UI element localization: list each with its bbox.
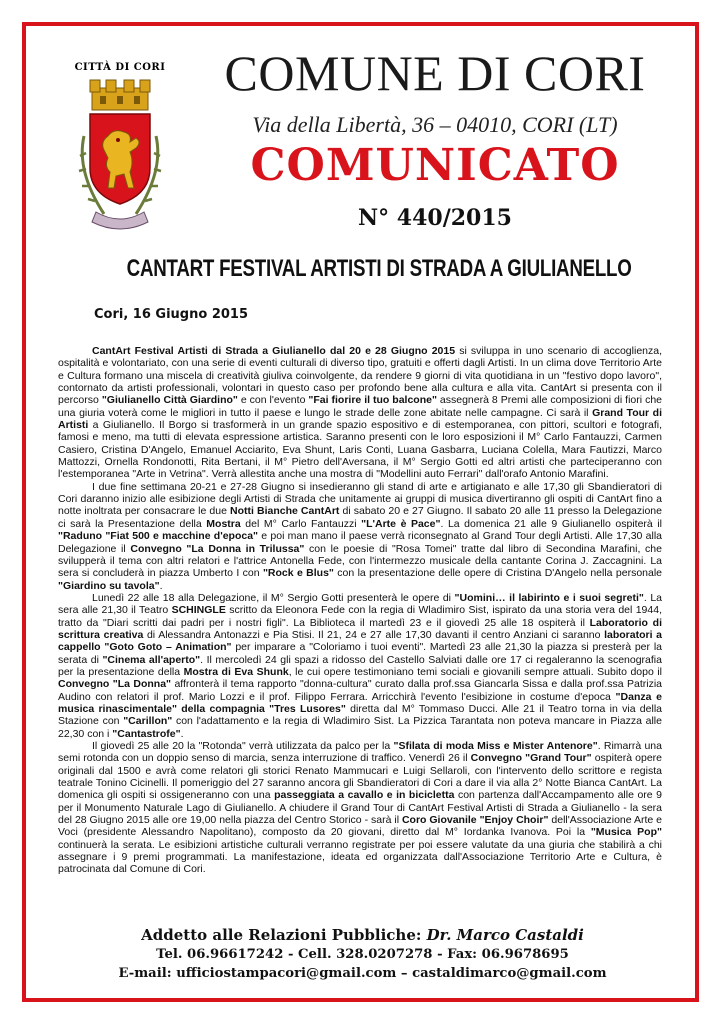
bold-text: "Cinema all'aperto": [102, 653, 201, 666]
crest-icon: [70, 76, 170, 236]
bold-text: "Fai fiorire il tuo balcone": [308, 394, 437, 407]
contact-footer: [40, 925, 685, 983]
bold-text: "Raduno "Fiat 500 e macchine d'epoca": [58, 530, 259, 543]
date: Cori, 16 Giugno 2015: [94, 307, 249, 322]
bold-text: "Musica Pop": [590, 826, 662, 839]
contact-role-line: [40, 925, 685, 945]
headline: CANTART FESTIVAL ARTISTI DI STRADA A GIULIANELLO: [126, 255, 632, 282]
paragraph: I due fine settimana 20-21 e 27-28 Giugno si insedieranno gli stand di arte e artigianato e alle 17,30 gli Sbandieratori di Cori daranno inizio alle esibizione degli Artisti di Strada che unitamente ai gruppi di musica divertiranno gli ospiti di CantArt fino a notte inoltrata per consacrare le due Notti Bianche CantArt di sabato 20 e 27 Giugno. Il sabato 20 alle 11 presso la Delegazione ci sarà la Presentazione della Mostra del M° Carlo Fantauzzi "L'Arte è Pace". La domenica 21 alle 9 Giulianello ospiterà il "Raduno "Fiat 500 e macchine d'epoca" e poi man mano il paese verrà riconsegnato al Grand Tour degli Artisti. Alle 17,30 alla Delegazione il Convegno "La Donna in Trilussa" con le poesie di "Rosa Tomei" tratte dal libro di Secondina Marafini, che svilupperà il tema con altri relatori e l'attrice Antonella Fede, con l'intermezzo musicale della cantante Corina J. Zaccagnini. La sera si concluderà in piazza Umberto I con "Rock e Blus" con la presentazione delle opere di Cristina D'Angelo nella personale "Giardino su tavola".: [58, 480, 663, 592]
bold-text: "Giardino su tavola": [58, 579, 160, 592]
bold-text: Mostra di Eva Shunk: [183, 665, 289, 678]
bold-text: Convegno "La Donna in Trilussa": [130, 542, 305, 555]
bold-text: "L'Arte è Pace": [361, 517, 441, 530]
bold-text: Laboratorio di scrittura creativa: [58, 616, 662, 641]
bold-text: passeggiata a cavallo e in bicicletta: [274, 789, 455, 802]
page-title: COMUNE DI CORI: [224, 45, 646, 101]
bold-text: Grand Tour di Artisti: [58, 406, 662, 432]
paragraph: CantArt Festival Artisti di Strada a Giulianello dal 20 e 28 Giugno 2015 si sviluppa in uno scenario di accoglienza, ospitalità e volontariato, con una serie di eventi culturali di diverso tipo, gratuiti e offerti dagli Artisti. In un clima dove Territorio Arte e Cultura formano una miscela di creatività giuliva coinvolgente, da rendere 9 giorni di vita quotidiana in un "festivo dopo lavoro", contornato da artisti professionali, volontari in questo caso per profondo bene alla cultura e alla vita. CantArt si presenta con il percorso "Giulianello Città Giardino" e con l'evento "Fai fiorire il tuo balcone" assegnerà 8 Premi alle composizioni di fiori che una giuria voterà come le migliori in tutto il paese e lungo le strade delle zone abitate nelle campagne. Ci sarà il Grand Tour di Artisti a Giulianello. Il Borgo si trasformerà in un grande spazio espositivo e di estemporanea, con pittori, scultori e fotografi, famosi e meno, ma tutti di elevata espressione artistica. Saranno presenti con le loro esposizioni il M° Carlo Fantauzzi, Carmen Casiero, Cristina D'Angelo, Emanuel Acciarito, Eva Shunt, Laris Conti, Luana Gasbarra, Luciana Colella, Mara Fautizzi, Marco Mattozzi, Ornella Rondonotti, Rita Bertani, il M° Pietro dell'Aversana, il M° Sergio Gotti ed altri artisti che parteciperanno con l'estemporanea "Arte in Vetrina". Verrà allestita anche una mostra di "Modellini auto Ferrari" dall'orafo Antonio Marafini.: [58, 345, 663, 481]
bold-text: Mostra: [206, 517, 241, 530]
document-type: COMUNICATO: [250, 140, 620, 191]
bold-text: laboratori a cappello "Goto Goto – Animation": [58, 628, 662, 654]
contact-name: Dr. Marco Castaldi: [426, 926, 584, 944]
article-body: [58, 345, 662, 876]
crest-label: CITTÀ DI CORI: [74, 62, 166, 73]
bold-text: "Rock e Blus": [262, 567, 334, 580]
bold-text: Notti Bianche CantArt: [230, 505, 340, 518]
bold-text: "Danza e musica rinascimentale" della compagnia "Tres Lusores": [58, 690, 662, 715]
paragraph: Il giovedì 25 alle 20 la "Rotonda" verrà utilizzata da palco per la "Sfilata di moda Miss e Mister Antenore". Rimarrà una semi rotonda con un doppio senso di marcia, senza interruzione di traffico. Venerdì 26 il Convegno "Grand Tour" ospiterà opere originali dal 1500 e avrà come relatori gli storici Renato Mammucari e Luigi Sellaroli, con l'intervento dello scrittore e regista teatrale Tonino Cicinelli. Il pomeriggio del 27 saranno ancora gli Sbandieratori di Cori a dare il via alla 2° Notte Bianca CantArt. La domenica gli ospiti si ossigeneranno con una passeggiata a cavallo e in bicicletta con partenza dall'Accampamento alle ore 9 per il Monumento Naturale Lago di Giulianello. A chiudere il Grand Tour di CantArt Festival Artisti di Strada a Giulianello - la sera del 28 Giugno 2015 alle ore 19,00 nella piazza del Centro Storico - sarà il Coro Giovanile "Enjoy Choir" dell'Associazione Arte e Voci (presidente Alessandro Napolitano), composto da 20 giovani, diretto dal M° Iordanka Ivanova. Poi la "Musica Pop" continuerà la serata. Le esibizioni artistiche culturali verranno registrate per poi essere valutate da una giuria che stabilirà a chi assegnare i 9 premi programmati. La manifestazione, ideata ed organizzata dall'Associazione Territorio Arte e Cultura, è patrocinata dal Comune di Cori.: [58, 740, 662, 876]
bold-text: SCHINGLE: [171, 604, 226, 617]
contact-phones: Tel. 06.96617242 - Cell. 328.0207278 - Fax: 06.9678695: [156, 947, 569, 962]
bold-text: "Carillon": [123, 715, 173, 728]
address: Via della Libertà, 36 – 04010, CORI (LT): [252, 112, 618, 137]
bold-text: Convegno "Grand Tour": [470, 752, 592, 765]
contact-email: E-mail: ufficiostampacori@gmail.com – castaldimarco@gmail.com: [118, 966, 607, 981]
paragraph: Lunedì 22 alle 18 alla Delegazione, il M° Sergio Gotti presenterà le opere di "Uomini… il labirinto e i suoi segreti". La sera alle 21,30 il Teatro SCHINGLE scritto da Eleonora Fede con la regia di Wladimiro Sist, ispirato da una storia vera del 1944, tratto da "Diari scritti dai padri per i nostri figli". La Biblioteca il martedì 23 e il giovedì 25 alle 18 ospiterà il Laboratorio di scrittura creativa di Alessandra Antonazzi e Pia Stisi. Il 21, 24 e 27 alle 17,30 davanti il centro Anziani ci saranno laboratori a cappello "Goto Goto – Animation" per imparare a "Coloriamo i tuoi eventi". Martedì 23 alle 21,30 la piazza si presterà per la serata di "Cinema all'aperto". Il mercoledì 24 gli spazi a ridosso del Castello Salviati dalle ore 17 ci regaleranno la scenografia per la presentazione della Mostra di Eva Shunk, le cui opere testimoniano temi sociali e giovanili sempre attuali. Subito dopo il Convegno "La Donna" affronterà il tema rapporto "donna-cultura" curato dalla prof.ssa Giancarla Sissa e dalla prof.ssa Patrizia Audino con relatori il prof. Mario Lozzi e il prof. Filippo Ferrara. Arricchirà l'evento l'esibizione in costume d'epoca "Danza e musica rinascimentale" della compagnia "Tres Lusores" diretta dal M° Tommaso Ducci. Alle 21 il Teatro torna in via della Stazione con "Carillon" con l'adattamento e la regia di Wladimiro Sist. La Pizzica Tarantata non poteva mancare in Piazza alle 22,30 con i "Cantastrofe".: [58, 591, 663, 740]
bold-text: "Sfilata di moda Miss e Mister Antenore": [393, 740, 598, 752]
bold-text: CantArt Festival Artisti di Strada a Giulianello dal 20 e 28 Giugno 2015: [92, 345, 456, 357]
crest-logo: [70, 62, 170, 237]
bold-text: "Uomini… il labirinto e i suoi segreti": [454, 591, 644, 604]
bold-text: Convegno "La Donna": [58, 678, 172, 691]
bold-text: "Cantastrofe": [112, 727, 181, 740]
bold-text: Coro Giovanile "Enjoy Choir": [401, 814, 549, 827]
contact-role: Addetto alle Relazioni Pubbliche:: [141, 926, 422, 944]
bold-text: "Giulianello Città Giardino": [101, 394, 238, 407]
document-number: N° 440/2015: [358, 205, 512, 231]
